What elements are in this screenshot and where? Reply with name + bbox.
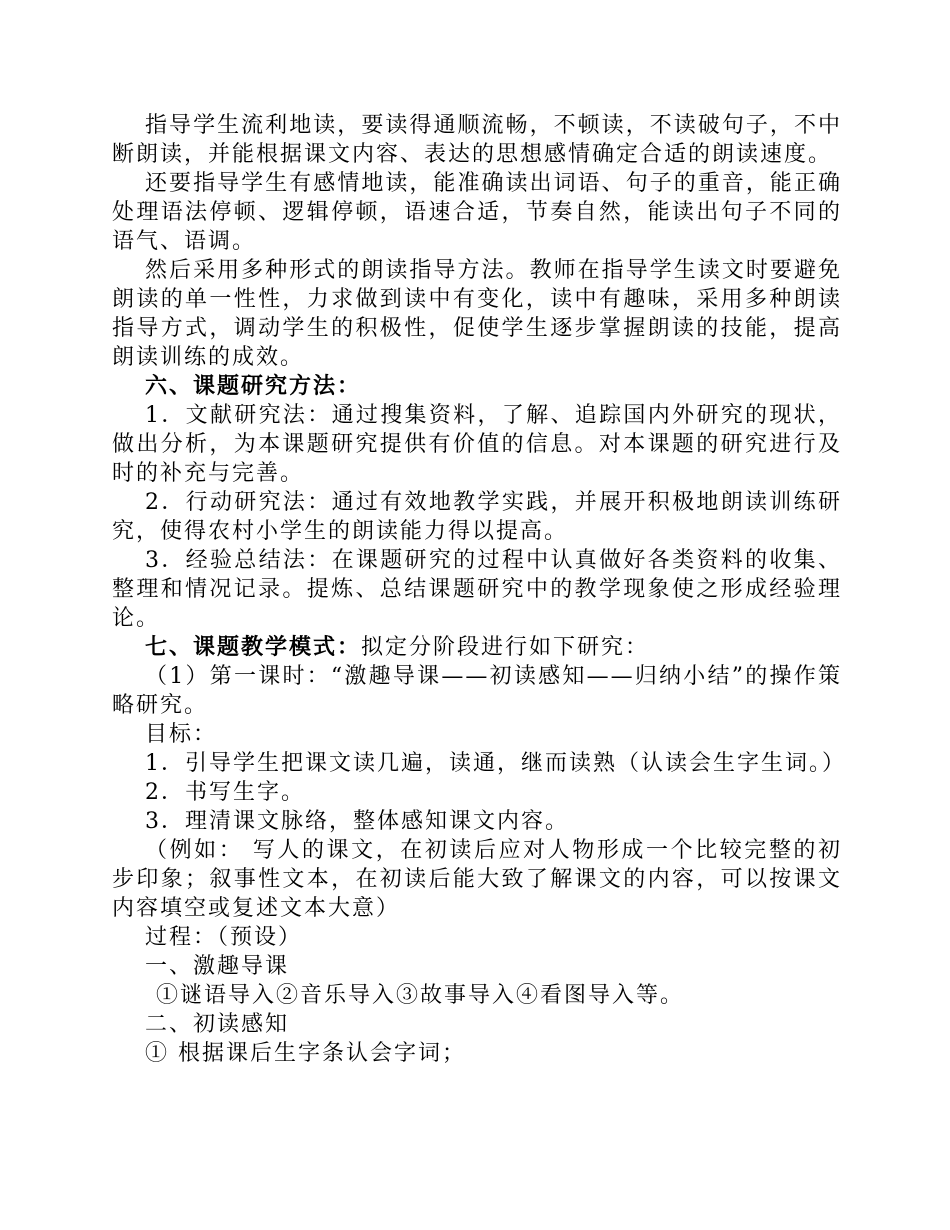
paragraph-step-2-item-1: ① 根据课后生字条认会字词； (145, 1041, 466, 1066)
paragraph-reading-methods: 然后采用多种形式的朗读指导方法。教师在指导学生读文时要避免朗读的单一性性，力求做到读中有变化，读中有趣味，采用多种朗读指导方式，调动学生的积极性，促使学生逐步掌握朗读的技能，提高朗读训练的成效。 (112, 258, 842, 370)
paragraph-goal-2: 2．书写生字。 (145, 780, 305, 805)
paragraph-step-1-heading: 一、激趣导课 (145, 954, 290, 979)
paragraph-experience-method: 3．经验总结法：在课题研究的过程中认真做好各类资料的收集、整理和情况记录。提炼、总结课题研究中的教学现象使之形成经验理论。 (112, 548, 842, 631)
paragraph-goals-label: 目标： (145, 722, 218, 747)
teaching-model-text: 拟定分阶段进行如下研究： (361, 635, 650, 660)
paragraph-process-label: 过程：（预设） (145, 925, 303, 950)
paragraph-fluent-reading: 指导学生流利地读，要读得通顺流畅，不顿读，不读破句子，不中断朗读，并能根据课文内容、表达的思想感情确定合适的朗读速度。 (112, 113, 842, 167)
paragraph-teaching-model (112, 633, 842, 662)
paragraph-goal-1: 1．引导学生把课文读几遍，读通，继而读熟（认读会生字生词。） (145, 751, 846, 776)
document-page (112, 111, 846, 1068)
paragraph-example: （例如： 写人的课文，在初读后应对人物形成一个比较完整的初步印象；叙事性文本，在初读后能大致了解课文的内容，可以按课文内容填空或复述文本大意） (112, 838, 842, 921)
section-heading-research-methods: 六、课题研究方法： (145, 373, 362, 399)
section-heading-teaching-model: 七、课题教学模式： (145, 634, 362, 660)
paragraph-emotional-reading: 还要指导学生有感情地读，能准确读出词语、句子的重音，能正确处理语法停顿、逻辑停顿，语速合适，节奏自然，能读出句子不同的语气、语调。 (112, 171, 842, 254)
paragraph-step-2-heading: 二、初读感知 (145, 1012, 290, 1037)
paragraph-step-1-methods: ①谜语导入②音乐导入③故事导入④看图导入等。 (156, 983, 685, 1008)
paragraph-first-lesson: （1）第一课时：“激趣导课——初读感知——归纳小结”的操作策略研究。 (112, 664, 842, 718)
paragraph-literature-method: 1．文献研究法：通过搜集资料，了解、追踪国内外研究的现状，做出分析，为本课题研究提供有价值的信息。对本课题的研究进行及时的补充与完善。 (112, 403, 842, 486)
paragraph-goal-3: 3．理清课文脉络，整体感知课文内容。 (145, 809, 569, 834)
paragraph-action-method: 2．行动研究法：通过有效地教学实践，并展开积极地朗读训练研究，使得农村小学生的朗读能力得以提高。 (112, 490, 842, 544)
